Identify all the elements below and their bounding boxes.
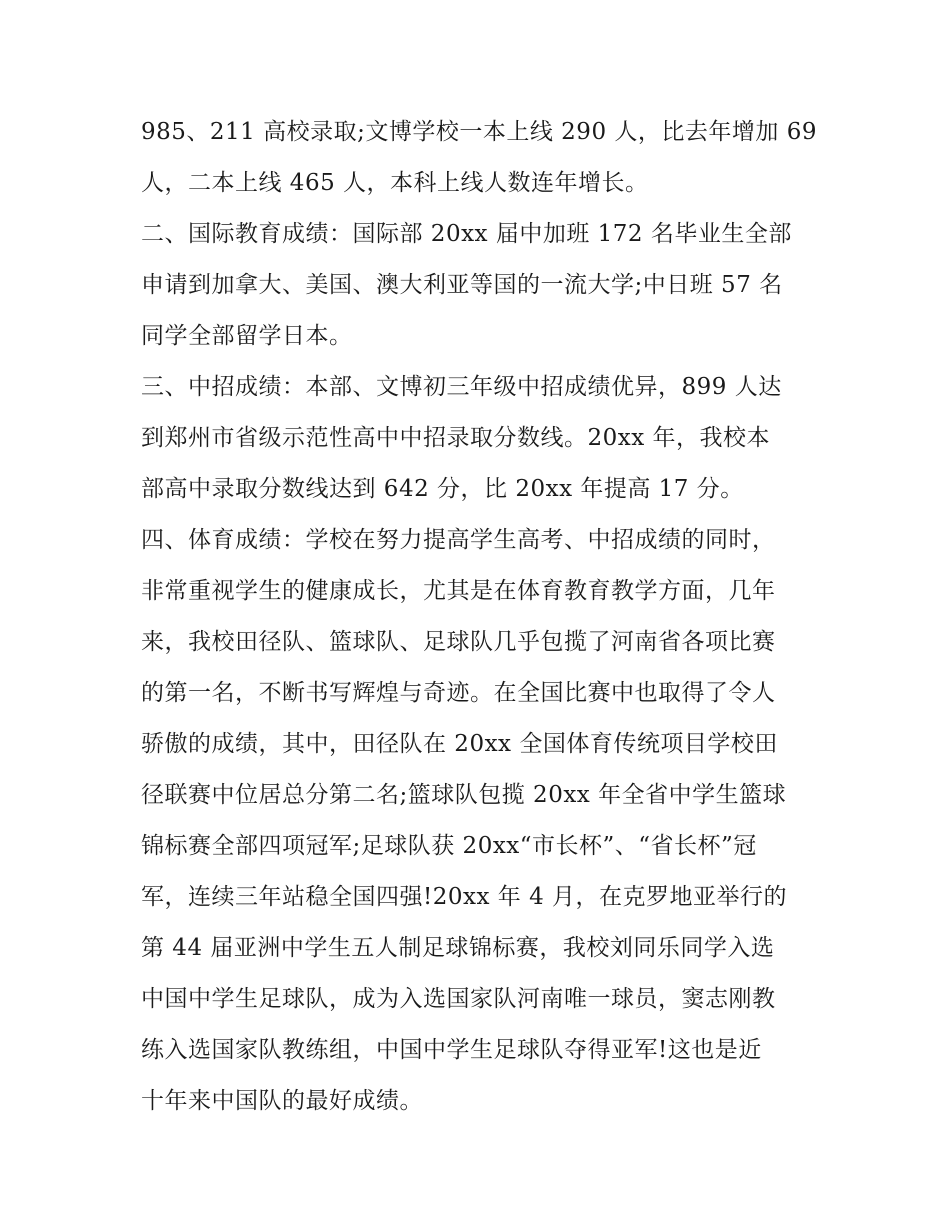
- text-line: 练入选国家队教练组，中国中学生足球队夺得亚军!这也是近: [141, 1037, 762, 1063]
- text-line: 到郑州市省级示范性高中中招录取分数线。20xx 年，我校本: [141, 425, 771, 451]
- text-line: 申请到加拿大、美国、澳大利亚等国的一流大学;中日班 57 名: [141, 272, 783, 298]
- text-line: 二、国际教育成绩：国际部 20xx 届中加班 172 名毕业生全部: [141, 221, 792, 247]
- text-line: 的第一名，不断书写辉煌与奇迹。在全国比赛中也取得了令人: [141, 680, 776, 706]
- text-line: 中国中学生足球队，成为入选国家队河南唯一球员，窦志刚教: [141, 986, 776, 1012]
- text-line: 人，二本上线 465 人，本科上线人数连年增长。: [141, 170, 649, 196]
- text-line: 第 44 届亚洲中学生五人制足球锦标赛，我校刘同乐同学入选: [141, 935, 775, 961]
- text-line: 来，我校田径队、篮球队、足球队几乎包揽了河南省各项比赛: [141, 629, 776, 655]
- text-line: 三、中招成绩：本部、文博初三年级中招成绩优异，899 人达: [141, 374, 782, 400]
- text-line: 四、体育成绩：学校在努力提高学生高考、中招成绩的同时，: [141, 527, 776, 553]
- text-line: 985、211 高校录取;文博学校一本上线 290 人，比去年增加 69: [141, 119, 817, 145]
- text-line: 非常重视学生的健康成长，尤其是在体育教育教学方面，几年: [141, 578, 776, 604]
- text-line: 锦标赛全部四项冠军;足球队获 20xx“市长杯”、“省长杯”冠: [141, 833, 757, 859]
- text-line: 同学全部留学日本。: [141, 323, 353, 349]
- text-line: 军，连续三年站稳全国四强!20xx 年 4 月，在克罗地亚举行的: [141, 884, 788, 910]
- body-text: [141, 107, 821, 1127]
- text-line: 十年来中国队的最好成绩。: [141, 1088, 423, 1114]
- text-line: 径联赛中位居总分第二名;篮球队包揽 20xx 年全省中学生篮球: [141, 782, 787, 808]
- text-line: 骄傲的成绩，其中，田径队在 20xx 全国体育传统项目学校田: [141, 731, 778, 757]
- text-line: 部高中录取分数线达到 642 分，比 20xx 年提高 17 分。: [141, 476, 744, 502]
